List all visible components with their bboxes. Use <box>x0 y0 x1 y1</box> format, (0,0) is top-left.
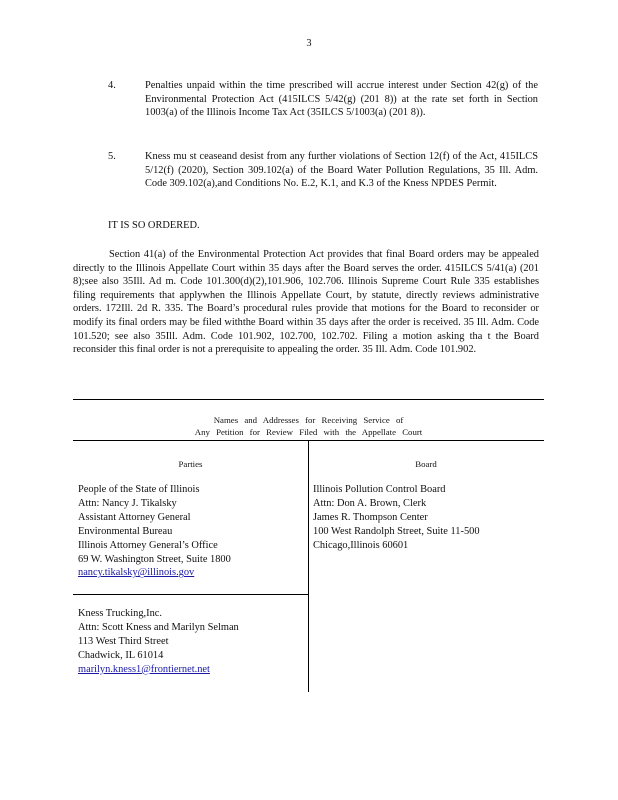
party-address-block <box>78 483 231 580</box>
address-line: Assistant Attorney General <box>78 511 191 523</box>
so-ordered-text: IT IS SO ORDERED. <box>108 220 200 231</box>
service-heading-line-2: Any Petition for Review Filed with the Appellate Court <box>194 427 423 438</box>
address-line: Chadwick, IL 61014 <box>78 649 164 661</box>
parties-header: Parties <box>178 459 203 469</box>
order-item-5 <box>108 150 538 191</box>
order-item-4 <box>108 79 538 120</box>
address-line: Illinois Attorney General’s Office <box>78 539 218 551</box>
address-line: Attn: Don A. Brown, Clerk <box>313 497 427 509</box>
address-line: Environmental Bureau <box>78 525 173 537</box>
address-line: James R. Thompson Center <box>313 511 428 523</box>
party-divider-rule <box>73 594 308 595</box>
party-email-link[interactable]: nancy.tikalsky@illinois.gov <box>78 567 195 579</box>
item-text: Kness mu st ceaseand desist from any further violations of Section 12(f) of the Act, 415ILCS 5/12(f) (2020), Section 309.102(a) of the Board Water Pollution Regulations, 35 Ill. Adm. Code 309.102(a),and Conditions No. E.2, K.1, and K.3 of the Kness NPDES Permit. <box>145 151 538 190</box>
appeal-paragraph: Section 41(a) of the Environmental Protection Act provides that final Board orders may be appealed directly to the Illinois Appellate Court within 35 days after the Board serves the order. 415ILCS 5/41(a) (201 8);see also 35Ill. Ad m. Code 101.300(d)(2),101.906, 102.706. Illinois Supreme Court Rule 335 establishes filing requirements that applywhen the Illinois Appellate Court, by statute, directly reviews administrative orders. 172Ill. 2d R. 335. The Board’s procedural rules provide that motions for the Board to reconsider or modify its final orders may be filed withthe Board within 35 days after the order is received. 35 Ill. Adm. Code 101.520; see also 35Ill. Adm. Code 101.902, 102.700, 102.702. Filing a motion asking tha t the Board reconsider this final order is not a prerequisite to appealing the order. 35 Ill. Adm. Code 101.902. <box>73 249 539 356</box>
page-number: 3 <box>306 38 312 49</box>
address-line: 69 W. Washington Street, Suite 1800 <box>78 553 231 565</box>
party-address-block <box>78 607 239 677</box>
address-line: 113 West Third Street <box>78 635 169 647</box>
column-divider <box>308 440 309 692</box>
address-line: 100 West Randolph Street, Suite 11-500 <box>313 525 480 537</box>
party-email-link[interactable]: marilyn.kness1@frontiernet.net <box>78 663 210 675</box>
item-number: 5. <box>108 151 116 162</box>
table-top-rule <box>73 399 544 400</box>
address-line: People of the State of Illinois <box>78 484 200 495</box>
address-line: Chicago,Illinois 60601 <box>313 539 409 551</box>
item-text: Penalties unpaid within the time prescribed will accrue interest under Section 42(g) of the Environmental Protection Act (415ILCS 5/42(g) (201 8)) at the rate set forth in Section 1003(a) of the Illinois Income Tax Act (35ILCS 5/1003(a) (201 8)). <box>145 80 538 119</box>
address-line: Attn: Nancy J. Tikalsky <box>78 497 177 509</box>
address-line: Attn: Scott Kness and Marilyn Selman <box>78 621 239 633</box>
item-number: 4. <box>108 80 116 91</box>
address-line: Kness Trucking,Inc. <box>78 608 162 619</box>
board-header: Board <box>415 459 437 469</box>
address-line: Illinois Pollution Control Board <box>313 484 446 495</box>
service-heading-line-1: Names and Addresses for Receiving Service of <box>213 415 404 425</box>
service-table-heading <box>73 414 544 438</box>
board-address-block <box>313 483 480 553</box>
